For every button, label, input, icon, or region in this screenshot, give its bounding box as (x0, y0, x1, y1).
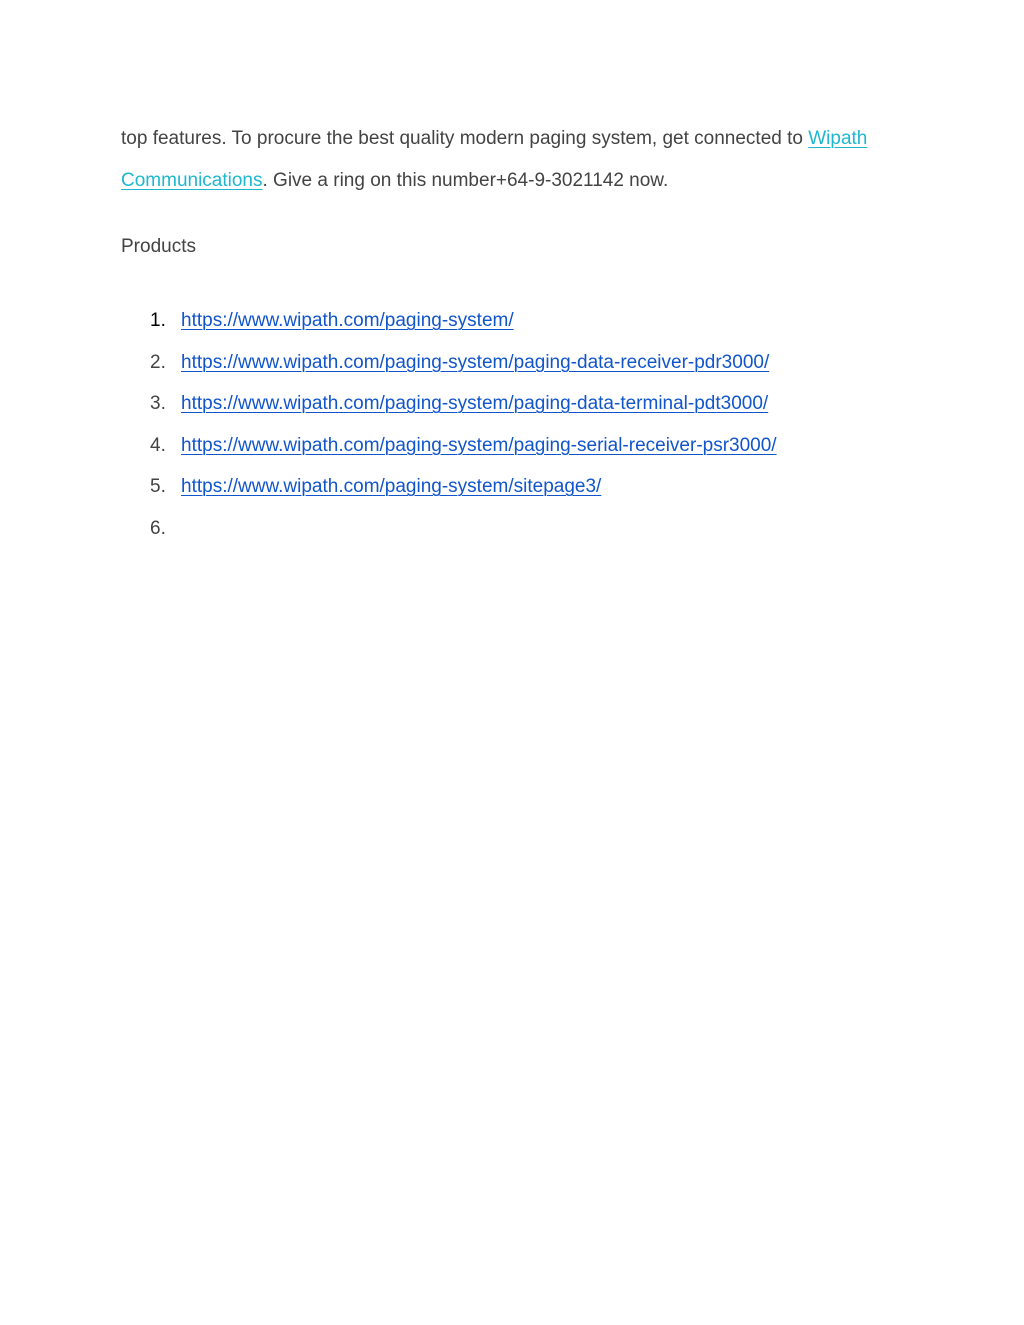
list-item-number: 4. (150, 434, 166, 456)
list-item-number: 6. (150, 517, 166, 539)
intro-text-before: top features. To procure the best quality modern paging system, get connected to (121, 128, 809, 149)
list-item-number: 3. (150, 393, 166, 414)
product-link-pdt3000[interactable]: https://www.wipath.com/paging-system/paging-data-terminal-pdt3000/ (181, 393, 769, 414)
list-item (0, 431, 1024, 473)
intro-paragraph (121, 118, 901, 202)
wipath-communications-link[interactable]: Wipath Communications (121, 128, 868, 191)
product-link-psr3000[interactable]: https://www.wipath.com/paging-system/paging-serial-receiver-psr3000/ (181, 434, 777, 456)
product-link-sitepage3[interactable]: https://www.wipath.com/paging-system/sitepage3/ (181, 476, 602, 497)
list-item-number: 2. (150, 351, 166, 373)
list-item (0, 514, 1024, 556)
list-item (0, 472, 1024, 514)
list-item (0, 348, 1024, 390)
list-item (0, 306, 1024, 348)
intro-text-after: . Give a ring on this number+64-9-3021142 now. (262, 170, 669, 191)
list-item-number: 5. (150, 476, 166, 497)
list-item-number: 1. (150, 310, 166, 331)
list-item (0, 389, 1024, 431)
product-link-paging-system[interactable]: https://www.wipath.com/paging-system/ (181, 310, 514, 331)
product-link-pdr3000[interactable]: https://www.wipath.com/paging-system/paging-data-receiver-pdr3000/ (181, 351, 770, 373)
products-list (0, 306, 1024, 555)
products-heading: Products (121, 236, 196, 257)
